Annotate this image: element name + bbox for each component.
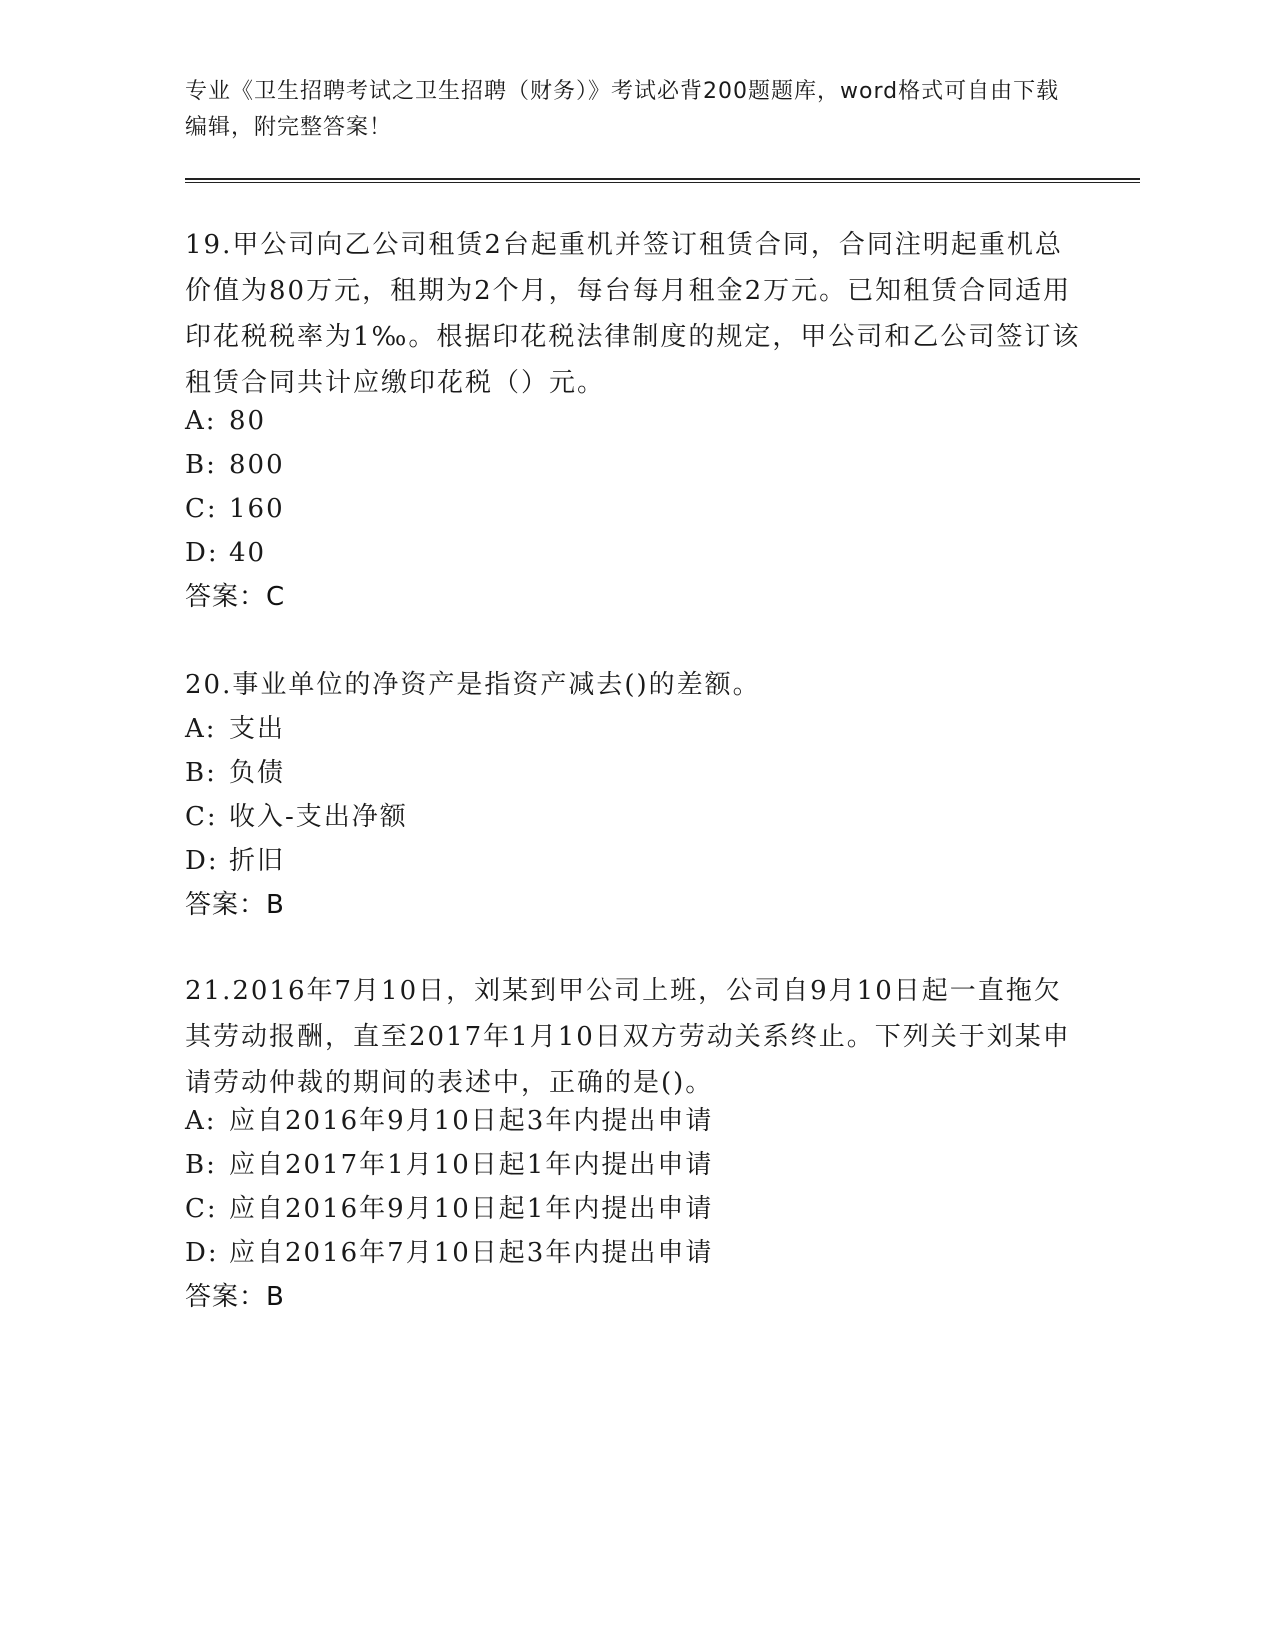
option-key: C:: [185, 494, 218, 524]
option-text: 收入-支出净额: [229, 802, 408, 832]
question-20-option-a: [185, 706, 1085, 752]
question-21-stem: 21.2016年7月10日，刘某到甲公司上班，公司自9月10日起一直拖欠其劳动报酬，直至2017年1月10日双方劳动关系终止。下列关于刘某申请劳动仲裁的期间的表述中，正确的是()。: [185, 976, 1071, 1098]
option-text: 应自2016年7月10日起3年内提出申请: [229, 1238, 714, 1268]
question-20-option-c: [185, 794, 1085, 840]
option-key: C:: [185, 1194, 218, 1224]
option-key: B:: [185, 450, 217, 480]
option-text: 应自2016年9月10日起1年内提出申请: [229, 1194, 714, 1224]
option-key: D:: [185, 1238, 219, 1268]
question-21-option-b: [185, 1142, 1085, 1188]
option-text: 折旧: [229, 846, 286, 876]
question-19-option-d: [185, 530, 1085, 576]
question-21-option-d: [185, 1230, 1085, 1276]
option-key: B:: [185, 1150, 217, 1180]
question-20-option-d: [185, 838, 1085, 884]
option-key: B:: [185, 758, 217, 788]
document-intro: 专业《卫生招聘考试之卫生招聘（财务）》考试必背200题题库，word格式可自由下载编辑，附完整答案！: [185, 79, 1060, 140]
option-key: D:: [185, 538, 219, 568]
option-text: 支出: [229, 714, 286, 744]
option-text: 800: [229, 450, 285, 480]
question-19-option-a: [185, 398, 1085, 444]
option-text: 160: [229, 494, 285, 524]
option-text: 80: [229, 406, 267, 436]
question-21-answer: 答案：B: [185, 1282, 285, 1312]
question-21-option-a: [185, 1098, 1085, 1144]
option-text: 应自2017年1月10日起1年内提出申请: [229, 1150, 714, 1180]
option-key: A:: [185, 714, 217, 744]
header-divider: [185, 178, 1140, 183]
option-text: 应自2016年9月10日起3年内提出申请: [229, 1106, 714, 1136]
option-key: A:: [185, 406, 217, 436]
option-text: 负债: [229, 758, 286, 788]
question-20-option-b: [185, 750, 1085, 796]
question-20-answer: 答案：B: [185, 890, 285, 920]
option-key: D:: [185, 846, 219, 876]
question-21-option-c: [185, 1186, 1085, 1232]
option-key: A:: [185, 1106, 217, 1136]
question-20-stem: 20.事业单位的净资产是指资产减去()的差额。: [185, 670, 761, 700]
option-text: 40: [229, 538, 267, 568]
question-19-option-c: [185, 486, 1085, 532]
option-key: C:: [185, 802, 218, 832]
question-19-option-b: [185, 442, 1085, 488]
question-19-stem: 19.甲公司向乙公司租赁2台起重机并签订租赁合同，合同注明起重机总价值为80万元，租期为2个月，每台每月租金2万元。已知租赁合同适用印花税税率为1‰。根据印花税法律制度的规定，甲公司和乙公司签订该租赁合同共计应缴印花税（）元。: [185, 230, 1081, 398]
question-19-answer: 答案：C: [185, 582, 286, 612]
